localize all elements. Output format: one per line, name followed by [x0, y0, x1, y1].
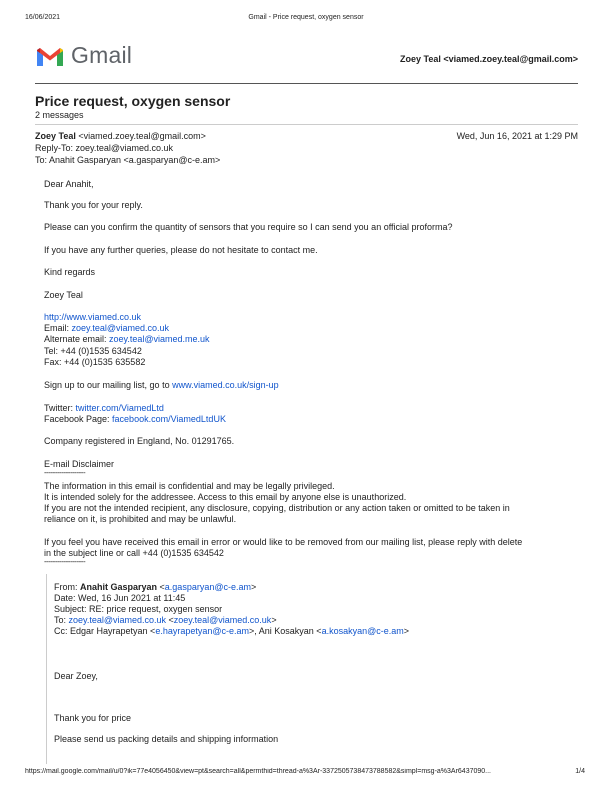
quoted-subject: Subject: RE: price request, oxygen sensor [54, 604, 223, 614]
twitter-label: Twitter: [44, 403, 76, 413]
thread-divider [35, 124, 578, 125]
disclaimer-line-2: It is intended solely for the addressee. Access to this email by anyone else is unauthorized. [44, 492, 407, 502]
mailing-line [44, 380, 279, 390]
print-date: 16/06/2021 [25, 14, 61, 21]
account-label: Zoey Teal <viamed.zoey.teal@gmail.com> [399, 54, 578, 64]
quoted-from [54, 582, 256, 592]
signature-name: Zoey Teal [44, 290, 83, 300]
message-to: To: Anahit Gasparyan <a.gasparyan@c-e.am> [35, 155, 221, 165]
quoted-cc-email-1[interactable]: e.hayrapetyan@c-e.am [155, 626, 249, 636]
quoted-cc-label: Cc: Edgar Hayrapetyan < [54, 626, 156, 636]
twitter-link[interactable]: twitter.com/ViamedLtd [75, 403, 164, 413]
alt-email-line [44, 334, 210, 344]
facebook-link[interactable]: facebook.com/ViamedLtdUK [112, 414, 226, 424]
quoted-to-close: > [271, 615, 277, 625]
thread-subject: Price request, oxygen sensor [35, 93, 231, 109]
quoted-from-label: From: [54, 582, 80, 592]
quoted-cc [54, 626, 409, 636]
fax-line: Fax: +44 (0)1535 635582 [44, 357, 146, 367]
sender-email: <viamed.zoey.teal@gmail.com> [78, 131, 206, 141]
quoted-greeting: Dear Zoey, [54, 671, 98, 681]
facebook-line [44, 414, 226, 424]
sender-name: Zoey Teal [35, 131, 76, 141]
quoted-from-email[interactable]: a.gasparyan@c-e.am [164, 582, 251, 592]
email-link[interactable]: zoey.teal@viamed.co.uk [71, 323, 170, 333]
disclaimer-line-4: reliance on it, is prohibited and may be unlawful. [44, 514, 237, 524]
disclaimer-dashes-end: ------------------- [44, 557, 86, 566]
quoted-cc-email-2[interactable]: a.kosakyan@c-e.am [321, 626, 404, 636]
print-url: https://mail.google.com/mail/u/0?ik=77e4056450&view=pt&search=all&permthid=thread-a%3Ar-3372505738473788582&simpl=msg-a%3Ar6437090... [25, 768, 491, 775]
quoted-to-email-2[interactable]: zoey.teal@viamed.co.uk [173, 615, 272, 625]
quoted-request: Please send us packing details and shipping information [54, 734, 279, 744]
reply-to: Reply-To: zoey.teal@viamed.co.uk [35, 143, 174, 153]
disclaimer-line-3: If you are not the intended recipient, any disclosure, copying, distribution or any action taken or omitted to be taken in [44, 503, 510, 513]
email-label: Email: [44, 323, 72, 333]
email-line [44, 323, 169, 333]
mailing-text: Sign up to our mailing list, go to [44, 380, 173, 390]
quoted-cc-close: > [403, 626, 409, 636]
disclaimer-line-5: If you feel you have received this email in error or would like to be removed from our mailing list, please reply with delete [44, 537, 523, 547]
disclaimer-line-1: The information in this email is confidential and may be legally privileged. [44, 481, 335, 491]
quoted-date: Date: Wed, 16 Jun 2021 at 11:45 [54, 593, 186, 603]
regards: Kind regards [44, 267, 96, 277]
gmail-logo[interactable] [35, 44, 65, 70]
message-count: 2 messages [35, 110, 84, 120]
quoted-from-name: Anahit Gasparyan [80, 582, 158, 592]
message-from [35, 131, 206, 141]
message-date: Wed, Jun 16, 2021 at 1:29 PM [456, 131, 578, 141]
paragraph-2: If you have any further queries, please do not hesitate to contact me. [44, 245, 318, 255]
disclaimer-title: E-mail Disclaimer [44, 459, 115, 469]
alt-email-link[interactable]: zoey.teal@viamed.me.uk [109, 334, 210, 344]
quote-bar [46, 574, 47, 764]
paragraph-1: Please can you confirm the quantity of sensors that you require so I can send you an official proforma? [44, 222, 453, 232]
quoted-thanks: Thank you for price [54, 713, 132, 723]
quoted-to [54, 615, 277, 625]
greeting: Dear Anahit, [44, 179, 94, 189]
quoted-to-email-1[interactable]: zoey.teal@viamed.co.uk [68, 615, 167, 625]
website-link[interactable]: http://www.viamed.co.uk [44, 312, 142, 322]
gmail-m-icon [35, 44, 65, 68]
signup-link[interactable]: www.viamed.co.uk/sign-up [172, 380, 279, 390]
company-registration: Company registered in England, No. 01291765. [44, 436, 235, 446]
tel-line: Tel: +44 (0)1535 634542 [44, 346, 142, 356]
print-title: Gmail - Price request, oxygen sensor [248, 14, 364, 21]
facebook-label: Facebook Page: [44, 414, 113, 424]
quoted-from-close: > [250, 582, 257, 592]
thanks-line: Thank you for your reply. [44, 200, 143, 210]
header-divider [35, 83, 578, 84]
gmail-wordmark: Gmail [71, 42, 133, 68]
quoted-cc-mid: >, Ani Kosakyan < [249, 626, 322, 636]
quoted-from-open: < [157, 582, 165, 592]
alt-email-label: Alternate email: [44, 334, 110, 344]
quoted-to-label: To: [54, 615, 69, 625]
twitter-line [44, 403, 164, 413]
page-number: 1/4 [575, 768, 585, 775]
quoted-to-mid: < [166, 615, 174, 625]
disclaimer-dashes: ------------------- [44, 468, 86, 477]
disclaimer-line-6: in the subject line or call +44 (0)1535 634542 [44, 548, 224, 558]
